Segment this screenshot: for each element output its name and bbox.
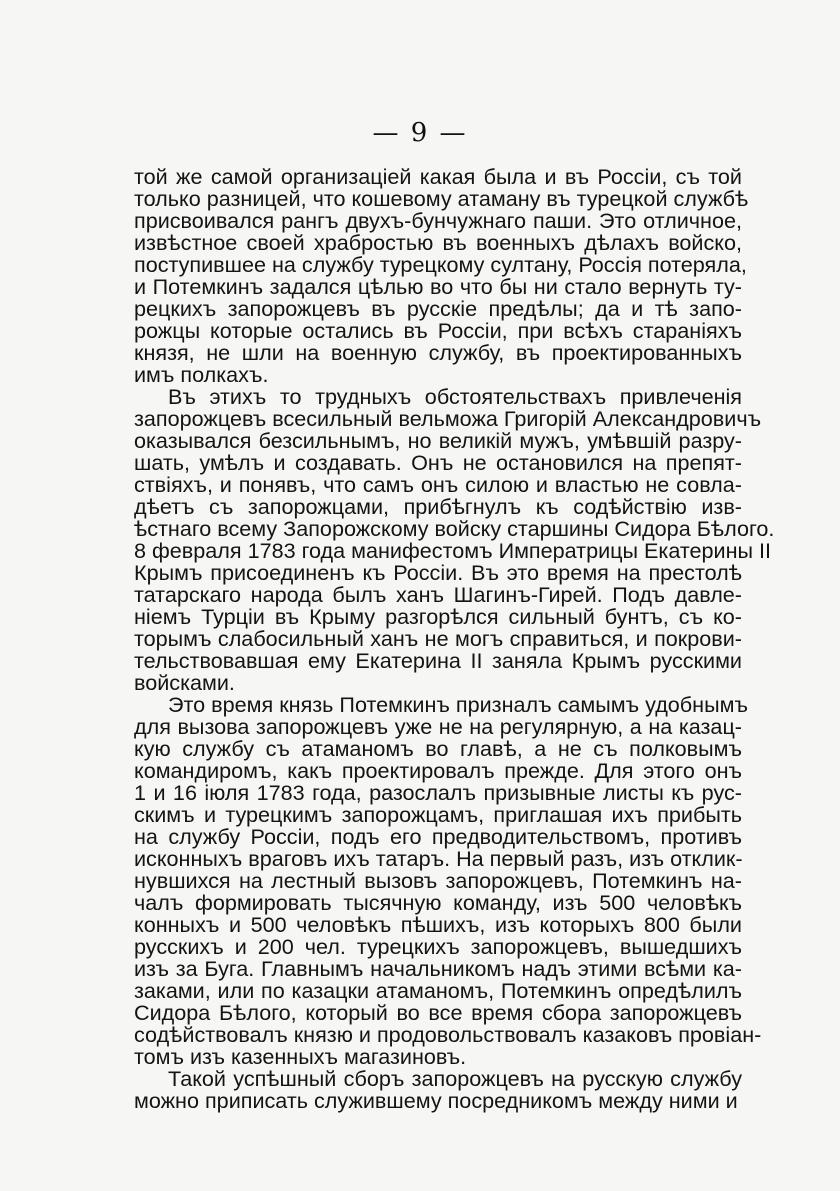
text-line: чалъ формировать тысячную команду, изъ 500 человѣкъ: [134, 890, 742, 915]
text-line: войсками.: [134, 670, 235, 695]
text-line: 1 и 16 iюля 1783 года, разослалъ призывные листы къ рус-: [134, 780, 742, 805]
text-line: шать, умѣлъ и создавать. Онъ не остановился на препят-: [134, 450, 742, 475]
text-line: только разницей, что кошевому атаману въ турецкой службѣ: [134, 186, 749, 211]
text-line: дѣетъ съ запорожцами, прибѣгнулъ къ содѣйствiю изв-: [134, 494, 742, 519]
text-line: поступившее на службу турецкому султану, Россiя потеряла,: [134, 252, 747, 277]
text-line: скимъ и турецкимъ запорожцамъ, приглашая ихъ прибыть: [134, 802, 742, 827]
paragraph: [134, 384, 775, 695]
text-line: и Потемкинъ задался цѣлью во что бы ни стало вернуть ту-: [134, 274, 742, 299]
text-line: кую службу съ атаманомъ во главѣ, а не съ полковымъ: [134, 736, 742, 761]
text-line: заками, или по казацки атаманомъ, Потемкинъ опредѣлилъ: [134, 978, 742, 1003]
paragraph: [134, 692, 762, 1069]
text-line: содѣйствовалъ князю и продовольствовалъ казаковъ провiан-: [134, 1022, 762, 1047]
text-line: ѣстнаго всему Запорожскому войску старшины Сидора Бѣлого.: [134, 516, 775, 541]
text-line: татарскаго народа былъ ханъ Шагинъ-Гирей. Подъ давле-: [134, 582, 742, 607]
text-line: 8 февраля 1783 года манифестомъ Императрицы Екатерины II: [134, 538, 772, 563]
text-line: присвоивался рангъ двухъ-бунчужнаго паши. Это отличное,: [134, 208, 742, 233]
text-line: для вызова запорожцевъ уже не на регулярную, а на казац-: [134, 714, 742, 739]
text-line: тельствовавшая ему Екатерина II заняла Крымъ русскими: [134, 648, 742, 673]
text-line: той же самой организацiей какая была и въ Россiи, съ той: [134, 164, 742, 189]
text-line: томъ изъ казенныхъ магазиновъ.: [134, 1044, 467, 1069]
text-line: ствiяхъ, и понявъ, что самъ онъ силою и властью не совла-: [134, 472, 742, 497]
text-line: нувшихся на лестный вызовъ запорожцевъ, Потемкинъ на-: [134, 868, 742, 893]
body-text: [134, 164, 775, 1113]
text-line: имъ полкахъ.: [134, 362, 269, 387]
text-line: исконныхъ враговъ ихъ татаръ. На первый разъ, изъ отклик-: [134, 846, 743, 871]
text-line: рецкихъ запорожцевъ въ русскiе предѣлы; да и тѣ запо-: [134, 296, 742, 321]
paragraph: [134, 1068, 742, 1112]
text-line: Такой успѣшный сборъ запорожцевъ на русскую службу: [168, 1066, 742, 1091]
text-line: русскихъ и 200 чел. турецкихъ запорожцевъ, вышедшихъ: [134, 934, 742, 959]
text-line: торымъ слабосильный ханъ не могъ справиться, и покрови-: [134, 626, 742, 651]
text-line: извѣстное своей храбростью въ военныхъ дѣлахъ войско,: [134, 230, 742, 255]
text-line: запорожцевъ всесильный вельможа Григорiй Александровичъ: [134, 406, 762, 431]
text-line: Крымъ присоединенъ къ Россiи. Въ это время на престолѣ: [134, 560, 742, 585]
text-line: Это время князь Потемкинъ призналъ самымъ удобнымъ: [168, 692, 748, 717]
text-line: на службу Россiи, подъ его предводительствомъ, противъ: [134, 824, 742, 849]
text-line: можно приписать служившему посредникомъ между ними и: [134, 1088, 738, 1113]
text-line: князя, не шли на военную службу, въ проектированныхъ: [134, 340, 742, 365]
text-line: нiемъ Турцiи въ Крыму разгорѣлся сильный бунтъ, съ ко-: [134, 604, 742, 629]
text-line: рожцы которые остались въ Россiи, при всѣхъ старанiяхъ: [134, 318, 742, 343]
text-line: оказывался безсильнымъ, но великiй мужъ, умѣвшiй разру-: [134, 428, 742, 453]
text-line: Въ этихъ то трудныхъ обстоятельствахъ привлеченiя: [168, 384, 742, 409]
page-number: — 9 —: [372, 118, 468, 148]
paragraph: [134, 164, 749, 387]
text-line: изъ за Буга. Главнымъ начальникомъ надъ этими всѣми ка-: [134, 956, 742, 981]
text-line: командиромъ, какъ проектировалъ прежде. Для этого онъ: [134, 758, 742, 783]
text-line: конныхъ и 500 человѣкъ пѣшихъ, изъ которыхъ 800 были: [134, 912, 742, 937]
text-line: Сидора Бѣлого, который во все время сбора запорожцевъ: [134, 1000, 742, 1025]
